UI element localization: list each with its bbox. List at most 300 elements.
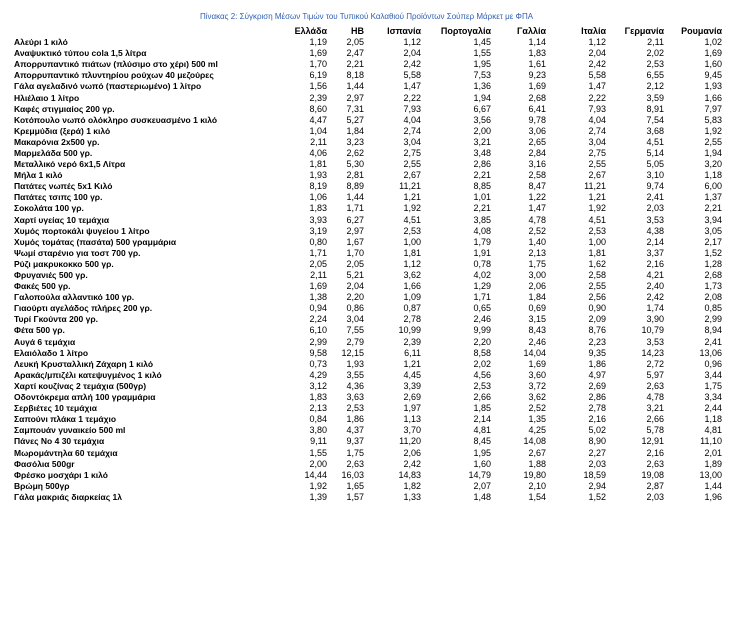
price-cell: 6,67	[473, 103, 491, 114]
price-cell: 2,69	[588, 380, 606, 391]
price-cell: 5,30	[346, 159, 364, 170]
table-row	[14, 270, 722, 281]
price-cell: 2,81	[346, 170, 364, 181]
price-cell: 2,53	[346, 403, 364, 414]
price-cell: 2,04	[588, 48, 606, 59]
price-cell: 9,11	[310, 436, 327, 447]
price-cell: 3,23	[346, 136, 364, 147]
price-cell: 2,44	[704, 403, 722, 414]
price-cell: 1,92	[309, 480, 327, 491]
price-cell: 1,75	[704, 380, 722, 391]
product-name: Βρώμη 500γρ	[14, 480, 70, 491]
price-cell: 2,41	[646, 192, 664, 203]
price-cell: 9,58	[309, 347, 327, 358]
price-cell: 4,06	[309, 147, 327, 158]
price-cell: 14,08	[523, 436, 546, 447]
price-cell: 9,45	[704, 70, 722, 81]
price-cell: 1,93	[309, 170, 327, 181]
price-cell: 2,05	[346, 258, 364, 269]
price-cell: 1,18	[704, 170, 722, 181]
price-cell: 1,39	[309, 491, 327, 502]
price-cell: 2,11	[647, 37, 664, 48]
price-cell: 3,16	[528, 159, 546, 170]
price-cell: 8,45	[473, 436, 491, 447]
price-cell: 1,81	[588, 247, 606, 258]
table-row	[14, 203, 722, 214]
price-cell: 1,92	[704, 125, 722, 136]
price-cell: 1,95	[473, 59, 491, 70]
price-cell: 2,00	[309, 458, 327, 469]
price-cell: 2,03	[646, 491, 664, 502]
price-cell: 1,84	[346, 125, 364, 136]
price-cell: 2,14	[646, 236, 664, 247]
price-cell: 2,16	[646, 258, 664, 269]
price-cell: 2,11	[310, 270, 327, 281]
price-cell: 2,21	[704, 203, 722, 214]
price-cell: 2,58	[588, 270, 606, 281]
table-row	[14, 226, 722, 237]
price-cell: 3,00	[528, 270, 546, 281]
price-cell: 2,55	[403, 159, 421, 170]
table-row	[14, 215, 722, 226]
price-cell: 3,06	[528, 125, 546, 136]
price-cell: 2,84	[528, 147, 546, 158]
price-cell: 3,21	[473, 136, 491, 147]
column-header: Ρουμανία	[681, 25, 722, 36]
price-cell: 1,66	[704, 92, 722, 103]
price-cell: 1,81	[403, 247, 421, 258]
price-cell: 3,72	[528, 380, 546, 391]
price-cell: 1,75	[528, 258, 546, 269]
price-cell: 13,06	[699, 347, 722, 358]
price-cell: 1,83	[309, 392, 327, 403]
price-cell: 9,78	[528, 114, 546, 125]
table-row	[14, 148, 722, 159]
price-cell: 0,85	[704, 303, 722, 314]
price-cell: 2,46	[473, 314, 491, 325]
price-cell: 2,86	[473, 159, 491, 170]
table-row	[14, 392, 722, 403]
price-cell: 1,12	[403, 37, 421, 48]
price-cell: 8,91	[646, 103, 664, 114]
price-cell: 5,58	[588, 70, 606, 81]
price-cell: 14,04	[523, 347, 546, 358]
price-cell: 4,97	[588, 369, 606, 380]
price-cell: 2,53	[473, 380, 491, 391]
price-cell: 1,86	[346, 414, 364, 425]
column-header: Ελλάδα	[294, 25, 327, 36]
product-name: Αυγά 6 τεμάχια	[14, 336, 76, 347]
price-cell: 1,47	[403, 81, 421, 92]
price-cell: 4,51	[403, 214, 421, 225]
price-cell: 1,36	[473, 81, 491, 92]
price-cell: 2,53	[588, 225, 606, 236]
price-cell: 10,79	[641, 325, 664, 336]
price-cell: 1,44	[346, 81, 364, 92]
price-cell: 3,80	[309, 425, 327, 436]
table-row	[14, 414, 722, 425]
product-name: Κρεμμύδια (ξερά) 1 κιλό	[14, 125, 111, 136]
price-cell: 4,21	[646, 270, 664, 281]
price-cell: 9,37	[346, 436, 364, 447]
column-header: Γαλλία	[517, 25, 546, 36]
price-cell: 2,13	[528, 247, 546, 258]
price-cell: 3,60	[528, 369, 546, 380]
price-cell: 2,46	[528, 336, 546, 347]
price-cell: 1,92	[588, 203, 606, 214]
price-cell: 2,05	[309, 258, 327, 269]
price-cell: 8,76	[588, 325, 606, 336]
price-cell: 1,40	[528, 236, 546, 247]
price-cell: 2,86	[588, 392, 606, 403]
price-cell: 2,63	[646, 380, 664, 391]
price-cell: 2,68	[528, 92, 546, 103]
table-row	[14, 159, 722, 170]
price-cell: 18,59	[583, 469, 606, 480]
price-cell: 4,36	[346, 380, 364, 391]
price-cell: 2,53	[646, 59, 664, 70]
product-name: Φρέσκο μοσχάρι 1 κιλό	[14, 469, 108, 480]
price-cell: 1,47	[588, 81, 606, 92]
price-cell: 2,11	[310, 136, 327, 147]
price-cell: 1,69	[309, 48, 327, 59]
product-name: Πάνες Νο 4 30 τεμάχια	[14, 436, 105, 447]
price-cell: 2,09	[588, 314, 606, 325]
price-cell: 2,06	[528, 281, 546, 292]
price-cell: 1,14	[528, 37, 546, 48]
price-cell: 3,19	[309, 225, 327, 236]
column-header: Γερμανία	[624, 25, 664, 36]
price-cell: 1,45	[473, 37, 491, 48]
price-cell: 4,38	[646, 225, 664, 236]
price-cell: 8,18	[346, 70, 364, 81]
price-cell: 1,52	[588, 491, 606, 502]
price-cell: 5,21	[346, 270, 364, 281]
price-cell: 2,78	[588, 403, 606, 414]
price-cell: 1,18	[704, 414, 722, 425]
price-cell: 2,63	[346, 458, 364, 469]
price-cell: 9,99	[473, 325, 491, 336]
price-cell: 2,69	[403, 392, 421, 403]
price-cell: 7,53	[473, 70, 491, 81]
price-cell: 1,93	[346, 358, 364, 369]
price-cell: 0,96	[704, 358, 722, 369]
price-cell: 2,08	[704, 292, 722, 303]
product-name: Σοκολάτα 100 γρ.	[14, 203, 84, 214]
price-cell: 3,63	[346, 392, 364, 403]
price-cell: 7,31	[346, 103, 364, 114]
price-cell: 0,94	[309, 303, 327, 314]
price-cell: 2,42	[588, 59, 606, 70]
product-name: Μαρμελάδα 500 γρ.	[14, 147, 93, 158]
price-cell: 6,27	[346, 214, 364, 225]
price-cell: 2,55	[704, 136, 722, 147]
price-cell: 5,02	[588, 425, 606, 436]
price-cell: 4,81	[704, 425, 722, 436]
price-cell: 1,04	[309, 125, 327, 136]
price-cell: 1,85	[473, 403, 491, 414]
price-cell: 2,97	[346, 225, 364, 236]
header-product	[14, 24, 282, 37]
price-cell: 1,91	[473, 247, 491, 258]
price-cell: 2,87	[646, 480, 664, 491]
price-cell: 5,97	[646, 369, 664, 380]
price-cell: 7,97	[704, 103, 722, 114]
price-cell: 1,37	[704, 192, 722, 203]
price-cell: 2,00	[473, 125, 491, 136]
column-header: Ιταλία	[581, 25, 606, 36]
product-name: Γιαούρτι αγελάδος πλήρες 200 γρ.	[14, 303, 153, 314]
price-cell: 1,02	[704, 37, 722, 48]
price-cell: 1,67	[346, 236, 364, 247]
product-name: Σαμπουάν γυναικείο 500 ml	[14, 425, 126, 436]
price-cell: 2,21	[473, 203, 491, 214]
price-cell: 4,78	[528, 214, 546, 225]
table-row	[14, 348, 722, 359]
price-cell: 1,29	[473, 281, 491, 292]
price-cell: 7,93	[588, 103, 606, 114]
price-cell: 2,12	[646, 81, 664, 92]
product-name: Τυρί Γκούντα 200 γρ.	[14, 314, 98, 325]
product-name: Μακαρόνια 2x500 γρ.	[14, 136, 100, 147]
price-cell: 0,90	[588, 303, 606, 314]
price-cell: 3,04	[346, 314, 364, 325]
price-cell: 6,55	[646, 70, 664, 81]
price-cell: 2,03	[646, 203, 664, 214]
table-row	[14, 259, 722, 270]
table-row	[14, 81, 722, 92]
price-cell: 2,97	[346, 92, 364, 103]
table-row	[14, 425, 722, 436]
table-row	[14, 126, 722, 137]
price-cell: 2,55	[588, 159, 606, 170]
table-row	[14, 170, 722, 181]
price-cell: 1,69	[704, 48, 722, 59]
price-cell: 2,22	[403, 92, 421, 103]
price-comparison-table	[14, 24, 722, 503]
price-cell: 2,58	[528, 170, 546, 181]
price-cell: 1,61	[528, 59, 546, 70]
price-cell: 1,21	[403, 358, 421, 369]
price-cell: 14,83	[398, 469, 421, 480]
price-cell: 6,41	[528, 103, 546, 114]
price-cell: 2,22	[588, 92, 606, 103]
price-cell: 2,20	[346, 292, 364, 303]
price-cell: 1,83	[528, 48, 546, 59]
price-cell: 2,20	[473, 336, 491, 347]
price-cell: 2,21	[346, 59, 364, 70]
price-cell: 8,47	[528, 181, 546, 192]
price-cell: 3,10	[646, 170, 664, 181]
price-cell: 1,70	[346, 247, 364, 258]
price-cell: 12,91	[641, 436, 664, 447]
price-cell: 2,78	[403, 314, 421, 325]
table-row	[14, 314, 722, 325]
price-cell: 0,69	[528, 303, 546, 314]
price-cell: 2,13	[309, 403, 327, 414]
price-cell: 0,84	[309, 414, 327, 425]
product-name: Λευκή Κρυσταλλική Ζάχαρη 1 κιλό	[14, 358, 154, 369]
price-cell: 4,56	[473, 369, 491, 380]
price-cell: 2,42	[403, 59, 421, 70]
price-cell: 1,92	[403, 203, 421, 214]
price-cell: 1,69	[309, 281, 327, 292]
price-cell: 4,51	[588, 214, 606, 225]
price-cell: 2,10	[528, 480, 546, 491]
price-cell: 2,07	[473, 480, 491, 491]
price-cell: 5,27	[346, 114, 364, 125]
price-cell: 1,86	[588, 358, 606, 369]
price-cell: 1,73	[704, 281, 722, 292]
product-name: Χυμός πορτοκάλι ψυγείου 1 λίτρο	[14, 225, 150, 236]
price-cell: 1,75	[346, 447, 364, 458]
table-row	[14, 303, 722, 314]
price-cell: 3,04	[588, 136, 606, 147]
price-cell: 8,19	[309, 181, 327, 192]
price-cell: 19,80	[523, 469, 546, 480]
price-cell: 8,60	[309, 103, 327, 114]
price-cell: 2,52	[528, 225, 546, 236]
price-cell: 2,94	[588, 480, 606, 491]
column-header: Ισπανία	[387, 25, 421, 36]
price-cell: 2,23	[588, 336, 606, 347]
price-cell: 1,35	[528, 414, 546, 425]
product-name: Φακές 500 γρ.	[14, 281, 71, 292]
price-cell: 5,58	[403, 70, 421, 81]
price-cell: 14,79	[468, 469, 491, 480]
table-row	[14, 359, 722, 370]
price-cell: 3,37	[646, 247, 664, 258]
price-cell: 1,21	[403, 192, 421, 203]
price-cell: 1,06	[309, 192, 327, 203]
price-cell: 3,34	[704, 392, 722, 403]
price-cell: 3,68	[646, 125, 664, 136]
price-cell: 2,39	[309, 92, 327, 103]
price-cell: 0,87	[403, 303, 421, 314]
table-row	[14, 281, 722, 292]
price-cell: 14,44	[304, 469, 327, 480]
table-header-row	[14, 24, 722, 37]
price-cell: 2,14	[473, 414, 491, 425]
table-row	[14, 137, 722, 148]
price-cell: 3,39	[403, 380, 421, 391]
price-cell: 2,67	[588, 170, 606, 181]
price-cell: 3,85	[473, 214, 491, 225]
price-cell: 0,86	[346, 303, 364, 314]
product-name: Σαπούνι πλάκα 1 τεμάχιο	[14, 414, 117, 425]
price-cell: 5,14	[646, 147, 664, 158]
price-cell: 2,24	[309, 314, 327, 325]
price-cell: 1,54	[528, 491, 546, 502]
price-cell: 2,17	[704, 236, 722, 247]
price-cell: 1,88	[528, 458, 546, 469]
table-body	[14, 37, 722, 503]
price-cell: 3,70	[403, 425, 421, 436]
product-name: Οδοντόκρεμα απλή 100 γραμμάρια	[14, 392, 156, 403]
price-cell: 7,93	[403, 103, 421, 114]
price-cell: 6,10	[309, 325, 327, 336]
price-cell: 9,35	[588, 347, 606, 358]
price-cell: 2,66	[646, 414, 664, 425]
table-row	[14, 292, 722, 303]
price-cell: 2,41	[704, 336, 722, 347]
product-name: Απορρυπαντικό πλυντηρίου ρούχων 40 μεζούρες	[14, 70, 214, 81]
price-cell: 1,44	[704, 480, 722, 491]
price-cell: 3,53	[646, 336, 664, 347]
price-cell: 1,66	[403, 281, 421, 292]
price-cell: 3,93	[309, 214, 327, 225]
price-cell: 2,16	[588, 414, 606, 425]
price-cell: 2,16	[646, 447, 664, 458]
price-cell: 1,83	[309, 203, 327, 214]
table-row	[14, 447, 722, 458]
price-cell: 5,05	[646, 159, 664, 170]
price-cell: 3,90	[646, 314, 664, 325]
price-cell: 3,94	[704, 214, 722, 225]
product-name: Χαρτί υγείας 10 τεμάχια	[14, 214, 110, 225]
price-cell: 1,48	[473, 491, 491, 502]
price-cell: 3,12	[309, 380, 327, 391]
price-cell: 1,65	[346, 480, 364, 491]
product-name: Καφές στιγμιαίος 200 γρ.	[14, 103, 115, 114]
price-cell: 1,56	[309, 81, 327, 92]
price-cell: 4,51	[646, 136, 664, 147]
price-cell: 1,94	[473, 92, 491, 103]
price-cell: 2,52	[528, 403, 546, 414]
price-cell: 16,03	[341, 469, 364, 480]
product-name: Πατάτες τσιπς 100 γρ.	[14, 192, 103, 203]
price-cell: 2,02	[473, 358, 491, 369]
price-cell: 2,03	[588, 458, 606, 469]
price-cell: 2,05	[346, 37, 364, 48]
price-cell: 8,43	[528, 325, 546, 336]
price-cell: 2,63	[646, 458, 664, 469]
table-row	[14, 115, 722, 126]
price-cell: 2,99	[309, 336, 327, 347]
price-cell: 2,47	[346, 48, 364, 59]
product-name: Ελαιόλαδο 1 λίτρο	[14, 347, 89, 358]
price-cell: 1,38	[309, 292, 327, 303]
price-cell: 7,55	[346, 325, 364, 336]
price-cell: 5,83	[704, 114, 722, 125]
table-row	[14, 248, 722, 259]
price-cell: 3,59	[646, 92, 664, 103]
price-cell: 2,56	[588, 292, 606, 303]
price-cell: 3,44	[704, 369, 722, 380]
price-cell: 1,79	[473, 236, 491, 247]
price-cell: 6,11	[404, 347, 421, 358]
price-cell: 3,04	[403, 136, 421, 147]
price-cell: 19,08	[641, 469, 664, 480]
product-name: Γάλα μακριάς διαρκείας 1λ	[14, 491, 122, 502]
price-cell: 2,42	[646, 292, 664, 303]
table-row	[14, 370, 722, 381]
table-row	[14, 104, 722, 115]
price-cell: 2,67	[528, 447, 546, 458]
price-cell: 1,01	[473, 192, 491, 203]
price-cell: 1,97	[403, 403, 421, 414]
price-cell: 2,02	[646, 48, 664, 59]
price-cell: 1,44	[346, 192, 364, 203]
price-cell: 2,40	[646, 281, 664, 292]
price-cell: 3,15	[528, 314, 546, 325]
price-cell: 4,04	[403, 114, 421, 125]
price-cell: 1,70	[309, 59, 327, 70]
price-cell: 0,73	[309, 358, 327, 369]
price-cell: 2,62	[346, 147, 364, 158]
price-cell: 2,75	[403, 147, 421, 158]
price-cell: 11,21	[584, 181, 606, 192]
